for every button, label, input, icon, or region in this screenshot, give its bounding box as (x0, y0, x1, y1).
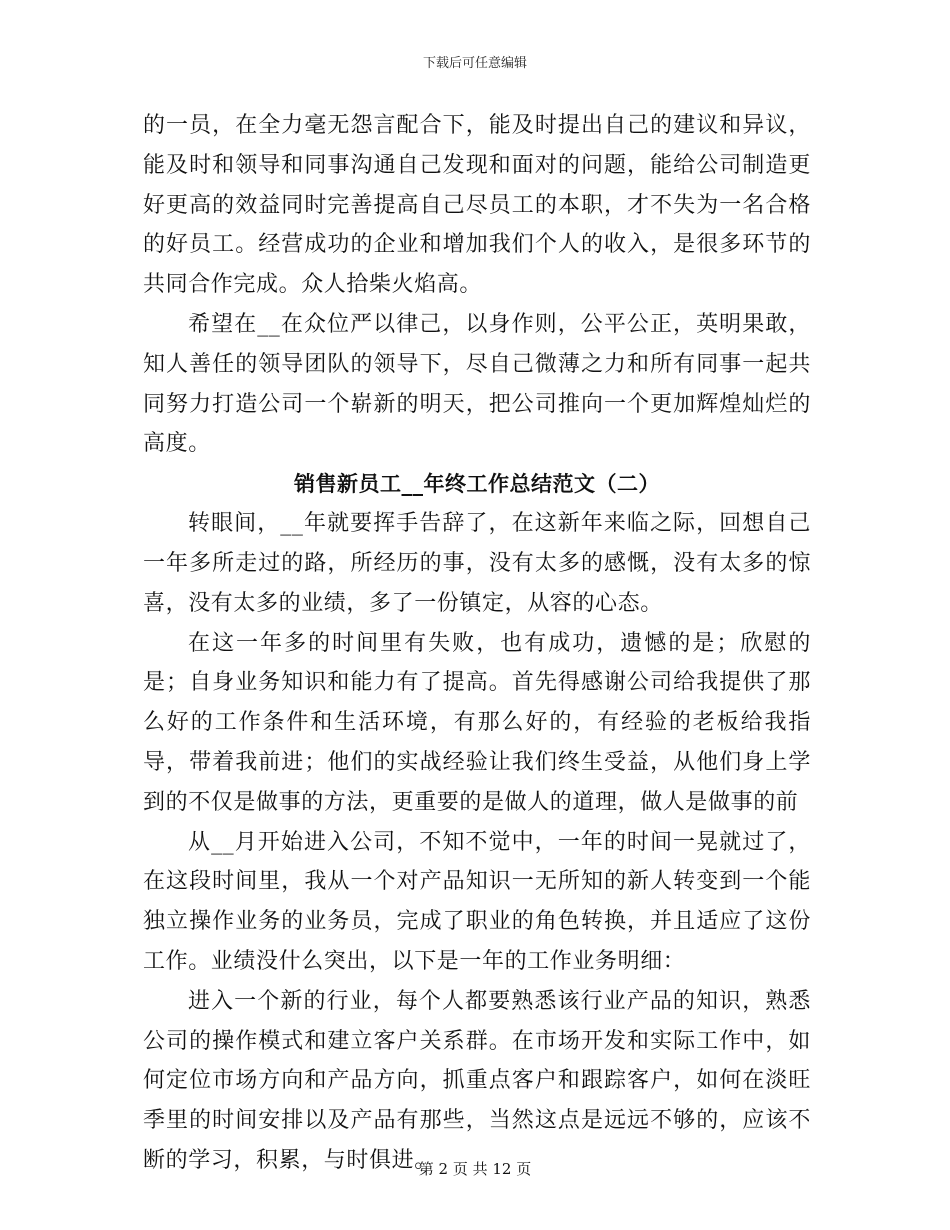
paragraph-6: 进入一个新的行业，每个人都要熟悉该行业产品的知识，熟悉公司的操作模式和建立客户关系群。在市场开发和实际工作中，如何定位市场方向和产品方向，抓重点客户和跟踪客户，如何在淡旺季里的时间安排以及产品有那些，当然这点是远远不够的，应该不断的学习，积累，与时俱进。 (143, 988, 811, 1173)
page-header: 下载后可任意编辑 (422, 56, 527, 71)
paragraph-5: 从__月开始进入公司，不知不觉中，一年的时间一晃就过了，在这段时间里，我从一个对产品知识一无所知的新人转变到一个能独立操作业务的业务员，完成了职业的角色转换，并且适应了这份工作。业绩没什么突出，以下是一年的工作业务明细： (143, 829, 811, 974)
paragraph-4: 在这一年多的时间里有失败，也有成功，遗憾的是；欣慰的是；自身业务知识和能力有了提高。首先得感谢公司给我提供了那么好的工作条件和生活环境，有那么好的，有经验的老板给我指导，带着我前进；他们的实战经验让我们终生受益，从他们身上学到的不仅是做事的方法，更重要的是做人的道理，做人是做事的前 (143, 630, 811, 815)
document-body (143, 106, 811, 1181)
paragraph-3: 转眼间，__年就要挥手告辞了，在这新年来临之际，回想自己一年多所走过的路，所经历的事，没有太多的感慨，没有太多的惊喜，没有太多的业绩，多了一份镇定，从容的心态。 (143, 511, 811, 616)
paragraph-1: 的一员，在全力毫无怨言配合下，能及时提出自己的建议和异议，能及时和领导和同事沟通自己发现和面对的问题，能给公司制造更好更高的效益同时完善提高自己尽员工的本职，才不失为一名合格的好员工。经营成功的企业和增加我们个人的收入，是很多环节的共同合作完成。众人拾柴火焰高。 (143, 113, 811, 298)
page-footer: 第 2 页 共 12 页 (418, 1160, 532, 1178)
paragraph-2: 希望在__在众位严以律己，以身作则，公平公正，英明果敢，知人善任的领导团队的领导下，尽自己微薄之力和所有同事一起共同努力打造公司一个崭新的明天，把公司推向一个更加辉煌灿烂的高度。 (143, 311, 811, 457)
section-title: 销售新员工__年终工作总结范文（二） (294, 471, 660, 497)
